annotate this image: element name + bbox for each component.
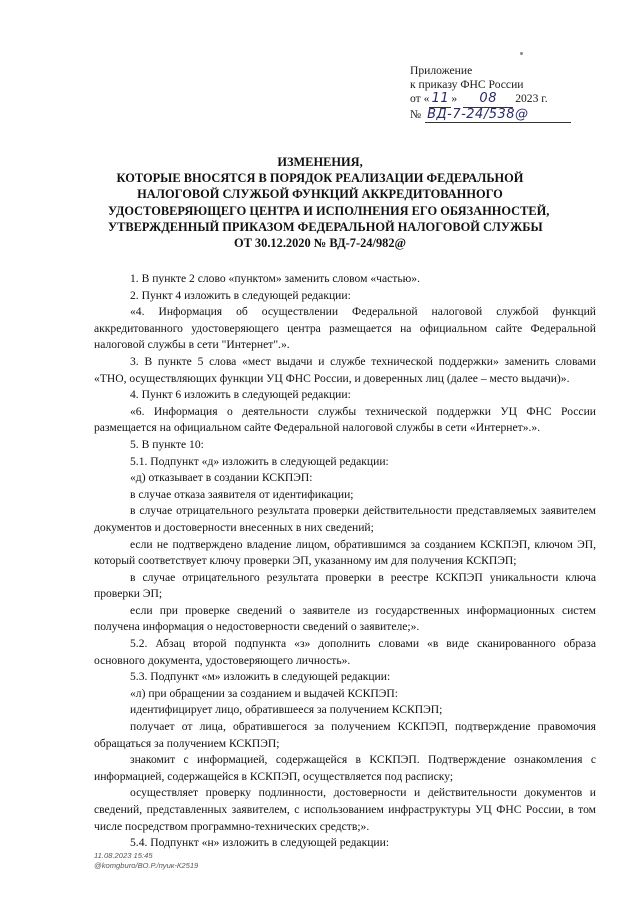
print-footer [94,851,198,870]
title-line: КОТОРЫЕ ВНОСЯТСЯ В ПОРЯДОК РЕАЛИЗАЦИИ ФЕДЕРАЛЬНОЙ [116,171,524,186]
paragraph: в случае отказа заявителя от идентификации; [130,487,354,501]
paragraph: «4. Информация об осуществлении Федеральной налоговой службой функций аккредитованного удостоверяющего центра размещается на официальном сайте Федеральной налоговой службы в сети "Интернет".». [94,305,596,352]
date-day: 11 [429,92,451,107]
date-mid: » [451,92,458,106]
paragraph: «д) отказывает в создании КСКПЭП: [130,471,313,485]
paragraph: 5.1. Подпункт «д» изложить в следующей редакции: [130,454,389,468]
paragraph: 5.4. Подпункт «н» изложить в следующей редакции: [130,836,390,850]
paragraph: 3. В пункте 5 слова «мест выдачи и службе технической поддержки» заменить словами «ТНО, осуществляющих функции УЦ ФНС России, и доверенных лиц (далее – место выдачи)». [94,354,596,385]
scan-speck [520,52,523,55]
paragraph: если не подтверждено владение лицом, обратившимся за созданием КСКПЭП, ключом ЭП, который соответствует ключу проверки ЭП, указанному им для получения КСКПЭП; [94,537,596,568]
order-reference: к приказу ФНС России [410,78,524,92]
date-prefix: от « [410,92,430,106]
document-title [108,154,550,251]
appendix-header [410,64,580,123]
paragraph: 5.3. Подпункт «м» изложить в следующей редакции: [130,670,391,684]
paragraph: 4. Пункт 6 изложить в следующей редакции: [130,388,351,402]
paragraph: осуществляет проверку подлинности, достоверности и действительности документов и сведений, представленных заявителем, с использованием инфраструктуры УЦ ФНС России, в том числе посредством программно-технических средств;». [94,786,596,833]
paragraph: знакомит с информацией, содержащейся в КСКПЭП. Подтверждение ознакомления с информацией, содержащейся в КСКПЭП, осуществляется под расписку; [94,753,596,783]
paragraph: идентифицирует лицо, обратившееся за получением КСКПЭП; [130,703,443,717]
paragraph: «6. Информация о деятельности службы технической поддержки УЦ ФНС России размещается на официальном сайте Федеральной налоговой службы в сети «Интернет».». [94,404,596,435]
document-body [94,271,596,852]
paragraph: 2. Пункт 4 изложить в следующей редакции: [130,288,351,302]
appendix-label: Приложение [410,64,473,77]
number-prefix: № [410,107,422,121]
number-value: ВД-7-24/538@ [425,108,571,123]
paragraph: 1. В пункте 2 слово «пунктом» заменить словом «частью». [130,272,420,285]
paragraph: если при проверке сведений о заявителе из государственных информационных систем получена информация о недостоверности сведений о заявителе;». [94,603,596,634]
paragraph: «л) при обращении за созданием и выдачей КСКПЭП: [130,686,398,700]
order-date [410,92,580,107]
print-identifier: @komgburo/ВО.Р./пуик-К2519 [94,860,199,870]
paragraph: получает от лица, обратившегося за получением КСКПЭП, подтверждение правомочия обращаться за получением КСКПЭП; [94,720,596,750]
paragraph: в случае отрицательного результата проверки действительности представляемых заявителем документов и достоверности внесенных в них сведений; [94,504,596,534]
title-line: НАЛОГОВОЙ СЛУЖБОЙ ФУНКЦИЙ АККРЕДИТОВАННОГО [137,187,503,202]
title-line: УДОСТОВЕРЯЮЩЕГО ЦЕНТРА И ИСПОЛНЕНИЯ ЕГО ОБЯЗАННОСТЕЙ, [108,203,550,218]
date-year: 2023 г. [515,92,548,106]
paragraph: в случае отрицательного результата проверки в реестре КСКПЭП уникальности ключа проверки ЭП; [94,570,596,601]
title-line: ИЗМЕНЕНИЯ, [277,155,363,169]
title-line: УТВЕРЖДЕННЫЙ ПРИКАЗОМ ФЕДЕРАЛЬНОЙ НАЛОГОВОЙ СЛУЖБЫ [108,219,543,234]
order-number [410,108,580,123]
date-month: 08 [463,92,513,107]
print-timestamp: 11.08.2023 15:45 [94,851,153,860]
title-line: ОТ 30.12.2020 № ВД-7-24/982@ [233,236,407,251]
paragraph: 5.2. Абзац второй подпункта «з» дополнить словами «в виде сканированного образа основного документа, удостоверяющего личность». [94,637,596,667]
paragraph: 5. В пункте 10: [130,437,204,451]
